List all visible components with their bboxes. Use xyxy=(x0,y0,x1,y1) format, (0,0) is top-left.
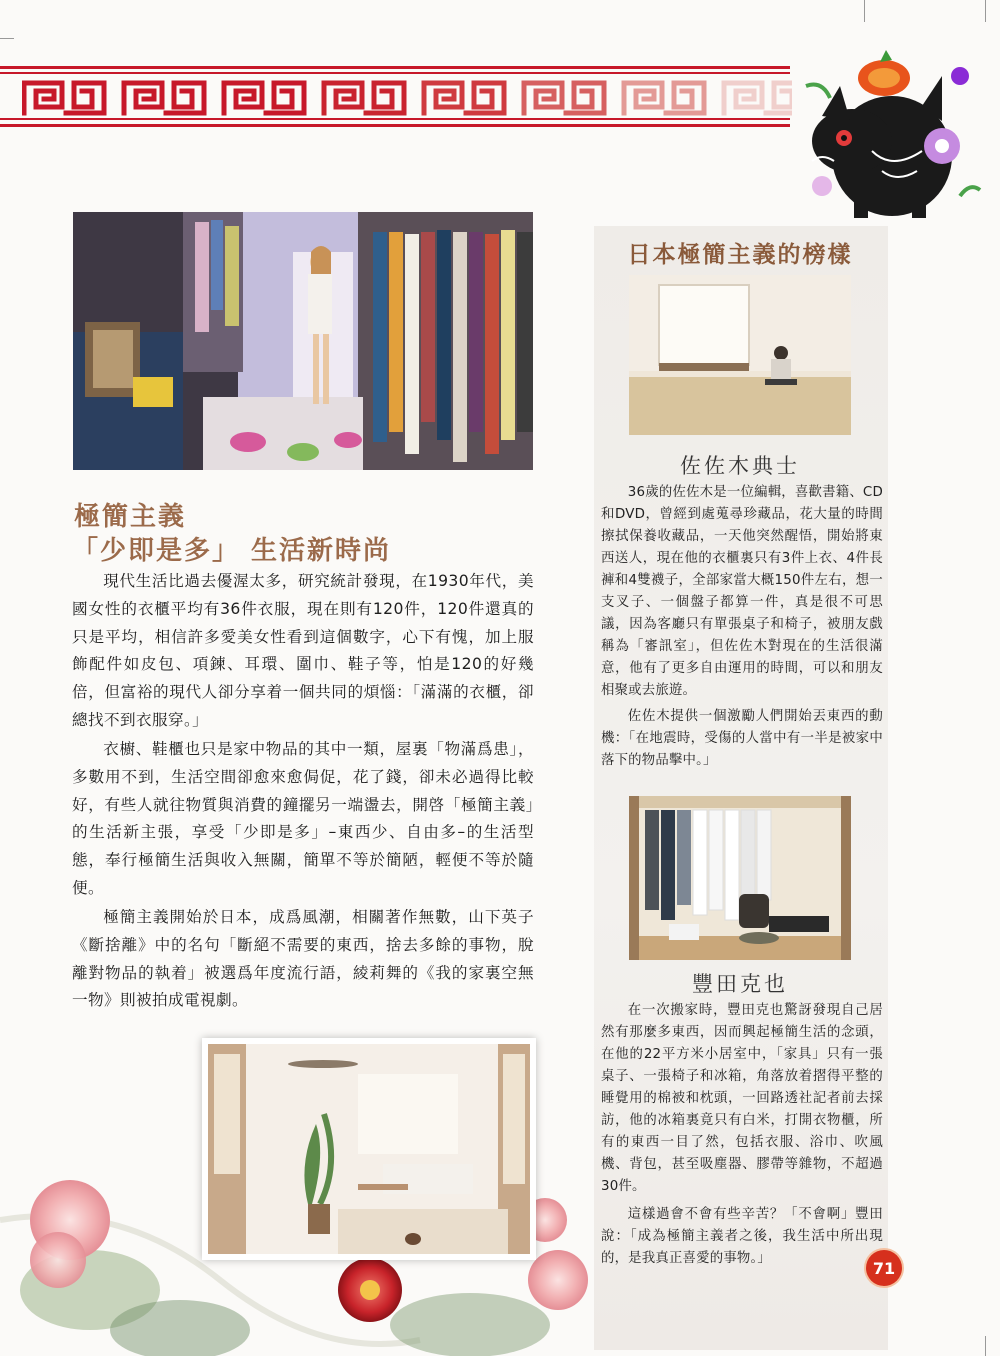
greek-key-border xyxy=(22,80,792,116)
person-name-toyoda: 豐田克也 xyxy=(692,972,788,996)
sidebar-paragraph: 佐佐木提供一個激勵人們開始丟東西的動機：「在地震時，受傷的人當中有一半是被家中落下的物品擊中。」 xyxy=(601,709,883,768)
closet-photo xyxy=(73,212,533,470)
crop-mark-bottom-right xyxy=(985,1336,986,1356)
sidebar-paragraph: 36歲的佐佐木是一位編輯，喜歡書籍、CD和DVD，曾經到處蒐尋珍藏品，花大量的時間擦拭保養收藏品，一天他突然醒悟，開始將東西送人，現在他的衣櫃裏只有3件上衣、4件長褲和4雙襪子，全部家當大概150件左右，想一支叉子、一個盤子都算一件，真是很不可思議，因為客廳只有單張桌子和椅子，被朋友戲稱為「審訊室」，但佐佐木對現在的生活很滿意，他有了更多自由運用的時間，可以和朋友相聚或去旅遊。 xyxy=(601,485,883,698)
article-paragraph: 現代生活比過去優渥太多，研究統計發現，在1930年代，美國女性的衣櫃平均有36件衣服，現在則有120件，120件還真的只是平均，相信許多愛美女性看到這個數字，心下有愧，加上服飾配件如皮包、項鍊、耳環、圍巾、鞋子等，怕是120的好幾倍，但富裕的現代人卻分享着一個共同的煩惱：「滿滿的衣櫃，卻總找不到衣服穿。」 xyxy=(72,572,534,729)
person-name-sasaki: 佐佐木典士 xyxy=(680,454,800,478)
main-heading-line1: 極簡主義 xyxy=(74,502,187,532)
living-room-photo-frame xyxy=(202,1038,536,1260)
crop-mark-top-right xyxy=(985,0,986,22)
pig-papercut-icon xyxy=(792,46,982,226)
sidebar-paragraph: 這樣過會不會有些辛苦？「不會啊」豐田說：「成為極簡主義者之後，我生活中所出現的，是我真正喜愛的事物。」 xyxy=(601,1207,883,1266)
empty-room-photo xyxy=(629,275,851,435)
article-paragraph: 衣櫥、鞋櫃也只是家中物品的其中一類，屋裏「物滿爲患」，多數用不到，生活空間卻愈來愈侷促，花了錢，卻未必過得比較好，有些人就往物質與消費的鐘擺另一端盪去，開啓「極簡主義」的生活新主張，享受「少即是多」–東西少、自由多–的生活型態，奉行極簡生活與收入無關，簡單不等於簡陋，輕便不等於隨便。 xyxy=(72,740,534,897)
main-heading-line2: 「少即是多」 生活新時尚 xyxy=(72,536,392,566)
article-paragraph: 極簡主義開始於日本，成爲風潮，相關著作無數，山下英子《斷捨離》中的名句「斷絕不需要的東西，捨去多餘的事物，脫離對物品的執着」被選爲年度流行語，綾莉舞的《我的家裏空無一物》則被拍成電視劇。 xyxy=(72,908,534,1010)
sidebar-title: 日本極簡主義的榜樣 xyxy=(627,241,853,268)
wardrobe-photo xyxy=(629,796,851,960)
sidebar-paragraph: 在一次搬家時，豐田克也驚訝發現自己居然有那麼多東西，因而興起極簡生活的念頭，在他的22平方米小居室中，「家具」只有一張桌子、一張椅子和冰箱，角落放着摺得平整的睡覺用的棉被和枕頭，一回路透社記者前去採訪，他的冰箱裏竟只有白米，打開衣物櫃，所有的東西一目了然，包括衣服、浴巾、吹風機、背包，甚至吸塵器、膠帶等雜物，不超過30件。 xyxy=(601,1003,883,1194)
border-line-top xyxy=(0,66,790,69)
border-line-bottom-inner xyxy=(0,118,790,120)
border-line-bottom xyxy=(0,124,790,127)
crop-mark-top xyxy=(864,0,865,22)
crop-mark-top-left xyxy=(0,38,14,39)
living-room-photo xyxy=(208,1044,530,1254)
page-number-badge: 71 xyxy=(866,1250,902,1286)
border-line-top-inner xyxy=(0,72,790,74)
